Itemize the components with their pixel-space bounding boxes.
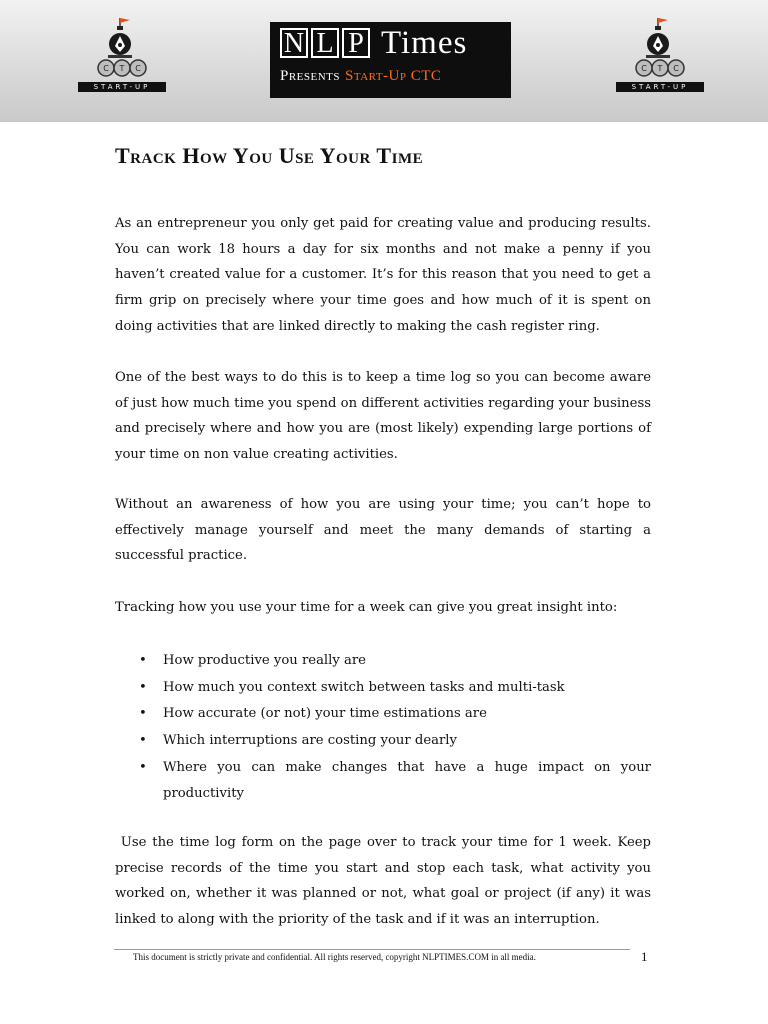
paragraph-instructions: Use the time log form on the page over to track your time for 1 week. Keep precise records of the time you start and stop each task, what activity you worked on, whether it was planned or not, what goal or project (if any) it was linked to along with the priority of the task and if it was an interruption. <box>115 835 656 928</box>
badge-label: START-UP <box>616 82 704 92</box>
bullet-icon: • <box>139 679 147 695</box>
list-item-text: Which interruptions are costing your dearly <box>163 733 457 749</box>
badge-letter: C <box>103 64 109 73</box>
bullet-icon: • <box>139 733 147 749</box>
badge-letter: C <box>673 64 679 73</box>
presents-word: Presents <box>280 68 341 84</box>
bullet-icon: • <box>139 706 147 722</box>
page-number: 1 <box>641 949 648 964</box>
badge-letter: T <box>119 64 125 73</box>
list-item <box>115 728 651 754</box>
list-item-text: How much you context switch between tasks and multi-task <box>163 679 565 695</box>
list-item <box>115 675 651 701</box>
footer-notice: This document is strictly private and confidential. All rights reserved, copyright NLPTIMES.COM in all media. <box>133 952 536 962</box>
badge-letter: T <box>657 64 663 73</box>
bullet-icon: • <box>139 653 147 668</box>
list-item-text: How productive you really are <box>163 653 366 668</box>
logo-letter-n: N <box>280 28 308 58</box>
paragraph-time-log: One of the best ways to do this is to keep a time log so you can become aware of just how much time you spend on different activities regarding your business and precisely where and how you are (most likely) expending large portions of your time on non value creating activities. <box>115 370 651 463</box>
badge-letter: C <box>135 64 141 73</box>
list-item-text: Where you can make changes that have a huge impact on your productivity <box>163 759 651 801</box>
insight-list <box>115 648 651 807</box>
logo-letter-p: P <box>342 28 370 58</box>
startup-ctc-badge-left <box>76 14 168 94</box>
footer-divider <box>114 949 630 950</box>
page-title: Track How You Use Your Time <box>115 143 424 168</box>
header-banner <box>0 0 768 122</box>
bullet-icon: • <box>139 759 147 775</box>
paragraph-tracking-lead: Tracking how you use your time for a week can give you great insight into: <box>115 600 618 615</box>
logo-times-word: Times <box>381 25 468 61</box>
list-item <box>115 701 651 727</box>
list-item-text: How accurate (or not) your time estimations are <box>163 706 487 722</box>
presents-line <box>280 68 441 85</box>
badge-label: START-UP <box>78 82 166 92</box>
paragraph-intro: As an entrepreneur you only get paid for creating value and producing results. You can work 18 hours a day for six months and not make a penny if you haven’t created value for a customer. It’s for this reason that you need to get a firm grip on precisely where your time goes and how much of it is spent on doing activities that are linked directly to making the cash register ring. <box>115 216 651 334</box>
logo-letter-l: L <box>311 28 339 58</box>
badge-letter: C <box>641 64 647 73</box>
list-item <box>115 648 651 674</box>
nlp-times-logo <box>270 22 511 98</box>
paragraph-awareness: Without an awareness of how you are using your time; you can’t hope to effectively manage yourself and meet the many demands of starting a successful practice. <box>115 497 651 564</box>
list-item <box>115 755 651 806</box>
product-name: Start-Up CTC <box>345 68 442 84</box>
startup-ctc-badge-right <box>614 14 706 94</box>
